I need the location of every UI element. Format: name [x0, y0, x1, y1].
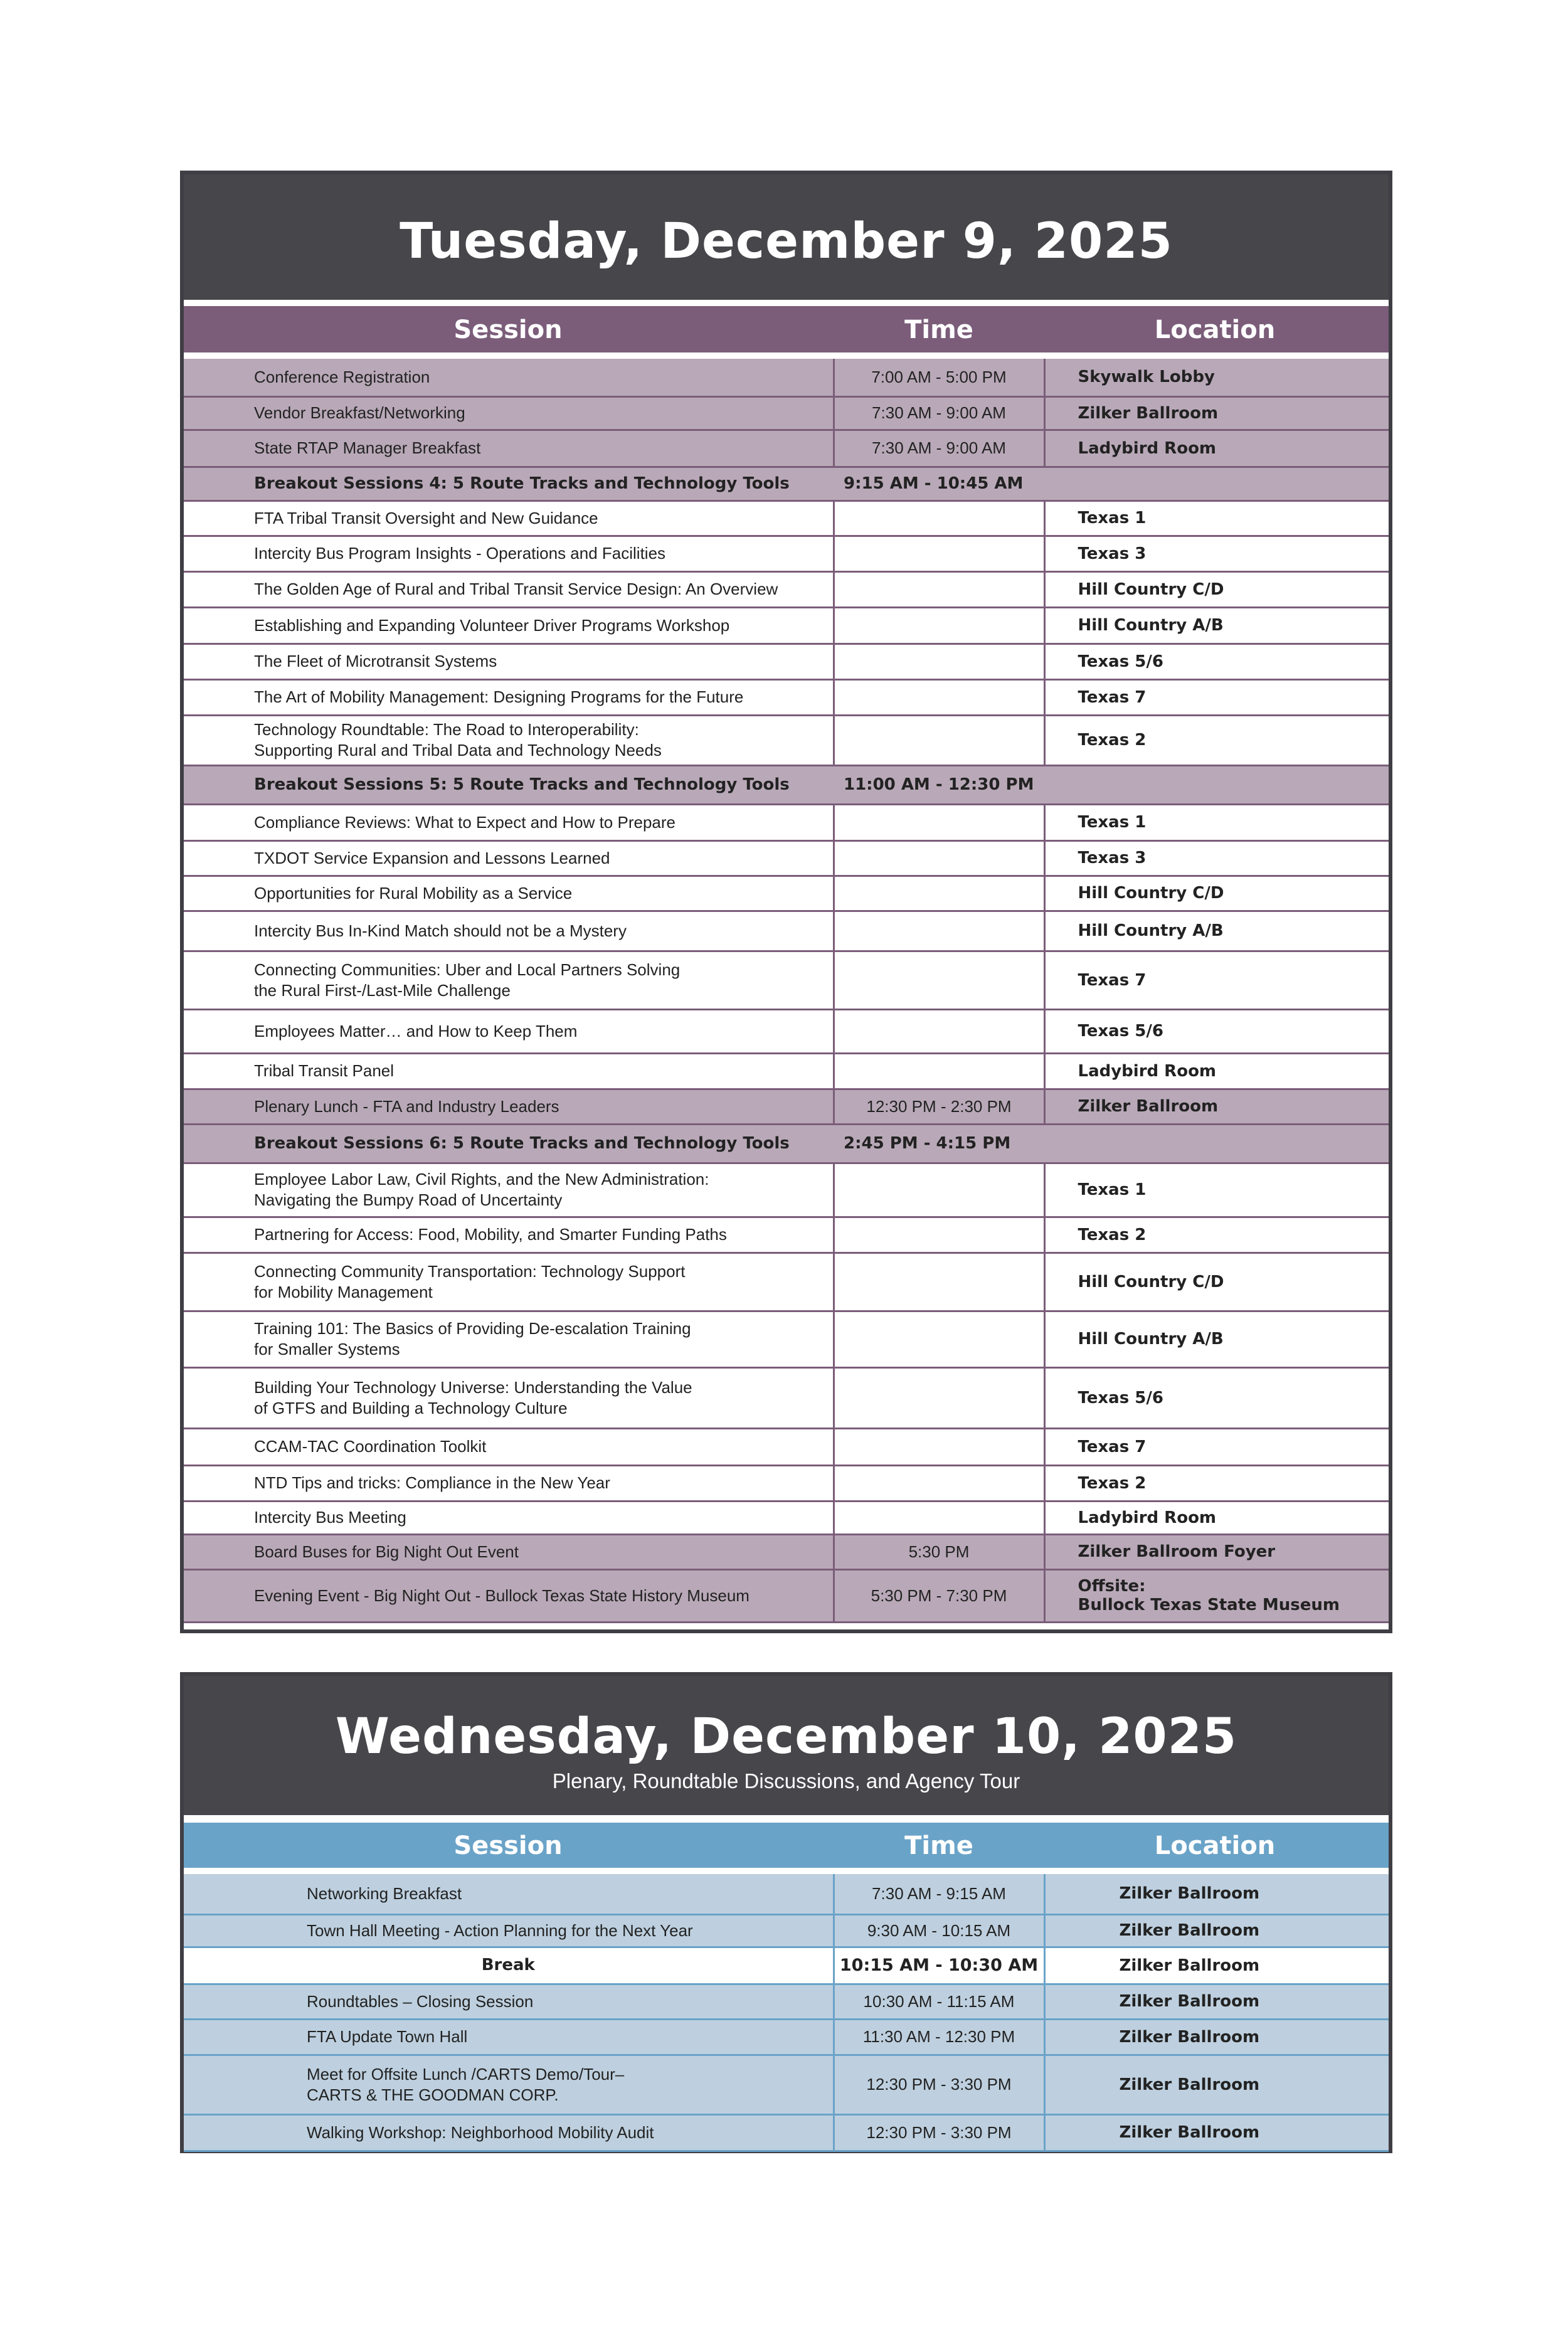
location-cell: Hill Country C/D: [1044, 876, 1389, 911]
location-cell: [1044, 467, 1389, 501]
location-line-1: Offsite:: [1078, 1577, 1146, 1596]
table-row: [184, 1914, 1389, 1947]
session-cell: Opportunities for Rural Mobility as a Service: [184, 876, 834, 911]
tuesday-title: Tuesday, December 9, 2025: [400, 213, 1173, 270]
session-line-1: Connecting Communities: Uber and Local Partners Solving: [254, 960, 681, 979]
table-row: [184, 2019, 1389, 2055]
time-cell: [834, 1428, 1044, 1465]
time-cell: [834, 1053, 1044, 1089]
column-time: Time: [904, 315, 973, 344]
time-cell: [834, 1465, 1044, 1501]
column-location: Location: [1154, 1831, 1276, 1860]
column-session: Session: [453, 1831, 563, 1860]
session-cell: Employees Matter… and How to Keep Them: [184, 1009, 834, 1053]
time-cell: [834, 715, 1044, 765]
location-cell: Texas 7: [1044, 679, 1389, 715]
session-cell: Conference Registration: [184, 359, 834, 396]
table-row: [184, 804, 1389, 840]
time-cell: [834, 571, 1044, 607]
wednesday-header: [184, 1676, 1389, 1815]
breakout-band: [184, 765, 1389, 804]
column-time: Time: [904, 1831, 973, 1860]
session-cell: The Art of Mobility Management: Designing Programs for the Future: [184, 679, 834, 715]
breakout-time: 9:15 AM - 10:45 AM: [834, 467, 1044, 501]
table-row: [184, 501, 1389, 536]
session-cell: Compliance Reviews: What to Expect and How to Prepare: [184, 804, 834, 840]
time-cell: [834, 876, 1044, 911]
table-row: [184, 1947, 1389, 1984]
table-row: [184, 1501, 1389, 1534]
location-cell: Zilker Ballroom: [1044, 1947, 1389, 1984]
table-row: [184, 536, 1389, 571]
table-row: [184, 607, 1389, 644]
time-cell: [834, 1501, 1044, 1534]
session-line-2: for Smaller Systems: [254, 1340, 400, 1359]
time-cell: 7:30 AM - 9:15 AM: [834, 1874, 1044, 1914]
session-cell: Networking Breakfast: [184, 1874, 834, 1914]
session-line-2: the Rural First-/Last-Mile Challenge: [254, 980, 511, 1000]
location-cell: Texas 3: [1044, 840, 1389, 876]
session-cell: FTA Update Town Hall: [184, 2019, 834, 2055]
location-cell: Zilker Ballroom: [1044, 2019, 1389, 2055]
session-cell: [184, 1163, 834, 1217]
session-cell: [184, 2055, 834, 2114]
session-cell: Walking Workshop: Neighborhood Mobility Audit: [184, 2114, 834, 2151]
breakout-title: Breakout Sessions 4: 5 Route Tracks and Technology Tools: [184, 467, 834, 501]
table-row: [184, 359, 1389, 396]
wednesday-table: [184, 1874, 1389, 2152]
location-cell: Hill Country C/D: [1044, 1253, 1389, 1311]
time-cell: [834, 1253, 1044, 1311]
time-cell: [834, 840, 1044, 876]
time-cell: 10:30 AM - 11:15 AM: [834, 1984, 1044, 2019]
time-cell: 12:30 PM - 3:30 PM: [834, 2114, 1044, 2151]
tuesday-header: [184, 174, 1389, 300]
breakout-band: [184, 1124, 1389, 1163]
time-cell: 7:00 AM - 5:00 PM: [834, 359, 1044, 396]
time-cell: 9:30 AM - 10:15 AM: [834, 1914, 1044, 1947]
location-cell: Texas 5/6: [1044, 644, 1389, 679]
location-cell: [1044, 1124, 1389, 1163]
session-cell: State RTAP Manager Breakfast: [184, 430, 834, 467]
time-cell: 7:30 AM - 9:00 AM: [834, 430, 1044, 467]
table-row: [184, 2055, 1389, 2114]
location-cell: Zilker Ballroom: [1044, 1874, 1389, 1914]
table-row: [184, 571, 1389, 607]
location-cell: Texas 2: [1044, 1465, 1389, 1501]
session-cell: Intercity Bus In-Kind Match should not be a Mystery: [184, 911, 834, 951]
table-row: [184, 1217, 1389, 1253]
table-row: [184, 951, 1389, 1009]
time-cell: [834, 1311, 1044, 1367]
table-row: [184, 1009, 1389, 1053]
table-row: [184, 1569, 1389, 1622]
time-cell: [834, 804, 1044, 840]
location-cell: Texas 5/6: [1044, 1367, 1389, 1428]
column-session: Session: [453, 315, 563, 344]
table-row: [184, 396, 1389, 430]
session-cell: The Golden Age of Rural and Tribal Transit Service Design: An Overview: [184, 571, 834, 607]
session-cell: The Fleet of Microtransit Systems: [184, 644, 834, 679]
location-cell: Zilker Ballroom: [1044, 1984, 1389, 2019]
time-cell: [834, 1163, 1044, 1217]
time-cell: 11:30 AM - 12:30 PM: [834, 2019, 1044, 2055]
table-row: [184, 1053, 1389, 1089]
location-cell: Texas 1: [1044, 1163, 1389, 1217]
table-row: [184, 1534, 1389, 1569]
location-cell: Ladybird Room: [1044, 1501, 1389, 1534]
location-cell: Hill Country A/B: [1044, 1311, 1389, 1367]
time-cell: [834, 536, 1044, 571]
session-cell: Tribal Transit Panel: [184, 1053, 834, 1089]
location-cell: Texas 7: [1044, 951, 1389, 1009]
session-cell: Roundtables – Closing Session: [184, 1984, 834, 2019]
time-cell: [834, 1217, 1044, 1253]
location-cell: Skywalk Lobby: [1044, 359, 1389, 396]
time-cell: [834, 1009, 1044, 1053]
wednesday-subtitle: Plenary, Roundtable Discussions, and Agency Tour: [552, 1769, 1020, 1793]
session-line-1: Employee Labor Law, Civil Rights, and the New Administration:: [254, 1170, 709, 1189]
table-row: [184, 679, 1389, 715]
session-line-2: Navigating the Bumpy Road of Uncertainty: [254, 1190, 563, 1209]
table-row: [184, 1311, 1389, 1367]
session-line-1: Training 101: The Basics of Providing De-escalation Training: [254, 1319, 691, 1338]
session-cell: [184, 715, 834, 765]
session-cell: [184, 1311, 834, 1367]
session-cell: [184, 951, 834, 1009]
location-cell: Zilker Ballroom: [1044, 396, 1389, 430]
table-row: [184, 1874, 1389, 1914]
table-row: [184, 1163, 1389, 1217]
session-cell: [184, 1367, 834, 1428]
location-cell: Texas 5/6: [1044, 1009, 1389, 1053]
session-line-1: Technology Roundtable: The Road to Interoperability:: [254, 720, 639, 739]
time-cell: 12:30 PM - 2:30 PM: [834, 1089, 1044, 1124]
session-cell: CCAM-TAC Coordination Toolkit: [184, 1428, 834, 1465]
breakout-time: 2:45 PM - 4:15 PM: [834, 1124, 1044, 1163]
time-cell: [834, 679, 1044, 715]
location-cell: Texas 1: [1044, 501, 1389, 536]
session-cell: NTD Tips and tricks: Compliance in the New Year: [184, 1465, 834, 1501]
session-cell: Intercity Bus Meeting: [184, 1501, 834, 1534]
table-row: [184, 644, 1389, 679]
location-cell: [1044, 765, 1389, 804]
time-cell: 12:30 PM - 3:30 PM: [834, 2055, 1044, 2114]
location-cell: Zilker Ballroom: [1044, 1089, 1389, 1124]
time-cell: [834, 1367, 1044, 1428]
location-cell: Texas 7: [1044, 1428, 1389, 1465]
location-cell: Texas 2: [1044, 1217, 1389, 1253]
session-cell: Plenary Lunch - FTA and Industry Leaders: [184, 1089, 834, 1124]
table-row: [184, 1428, 1389, 1465]
location-cell: Zilker Ballroom: [1044, 2114, 1389, 2151]
session-cell: Establishing and Expanding Volunteer Driver Programs Workshop: [184, 607, 834, 644]
session-cell: [184, 1253, 834, 1311]
location-cell: Hill Country C/D: [1044, 571, 1389, 607]
session-cell: Vendor Breakfast/Networking: [184, 396, 834, 430]
session-cell: Break: [184, 1947, 834, 1984]
table-row: [184, 2114, 1389, 2151]
session-line-1: Building Your Technology Universe: Understanding the Value: [254, 1377, 692, 1397]
location-line-2: Bullock Texas State Museum: [1078, 1596, 1340, 1614]
session-line-1: Meet for Offsite Lunch /CARTS Demo/Tour–: [307, 2064, 625, 2084]
time-cell: 10:15 AM - 10:30 AM: [834, 1947, 1044, 1984]
table-row: [184, 1089, 1389, 1124]
location-cell: Texas 3: [1044, 536, 1389, 571]
breakout-time: 11:00 AM - 12:30 PM: [834, 765, 1044, 804]
session-line-2: CARTS & THE GOODMAN CORP.: [307, 2085, 559, 2104]
time-cell: 7:30 AM - 9:00 AM: [834, 396, 1044, 430]
time-cell: [834, 644, 1044, 679]
table-row: [184, 1253, 1389, 1311]
location-cell: Ladybird Room: [1044, 1053, 1389, 1089]
session-cell: FTA Tribal Transit Oversight and New Guidance: [184, 501, 834, 536]
time-cell: [834, 911, 1044, 951]
location-cell: Texas 1: [1044, 804, 1389, 840]
session-cell: Evening Event - Big Night Out - Bullock Texas State History Museum: [184, 1569, 834, 1622]
location-cell: Hill Country A/B: [1044, 911, 1389, 951]
breakout-band: [184, 467, 1389, 501]
session-cell: Town Hall Meeting - Action Planning for the Next Year: [184, 1914, 834, 1947]
location-cell: Ladybird Room: [1044, 430, 1389, 467]
table-row: [184, 715, 1389, 765]
session-cell: Partnering for Access: Food, Mobility, and Smarter Funding Paths: [184, 1217, 834, 1253]
table-row: [184, 876, 1389, 911]
tuesday-column-header: [184, 306, 1389, 352]
table-row: [184, 1367, 1389, 1428]
column-location: Location: [1154, 315, 1276, 344]
time-cell: 5:30 PM - 7:30 PM: [834, 1569, 1044, 1622]
location-cell: Hill Country A/B: [1044, 607, 1389, 644]
wednesday-schedule: [180, 1672, 1392, 2153]
table-row: [184, 430, 1389, 467]
breakout-title: Breakout Sessions 5: 5 Route Tracks and Technology Tools: [184, 765, 834, 804]
tuesday-table: [184, 359, 1389, 1623]
table-row: [184, 1984, 1389, 2019]
wednesday-column-header: [184, 1823, 1389, 1868]
table-row: [184, 840, 1389, 876]
session-line-2: Supporting Rural and Tribal Data and Technology Needs: [254, 741, 662, 760]
wednesday-title: Wednesday, December 10, 2025: [335, 1708, 1237, 1765]
time-cell: [834, 501, 1044, 536]
location-cell: Texas 2: [1044, 715, 1389, 765]
location-cell: [1044, 1569, 1389, 1622]
session-cell: Intercity Bus Program Insights - Operations and Facilities: [184, 536, 834, 571]
table-row: [184, 1465, 1389, 1501]
session-cell: Board Buses for Big Night Out Event: [184, 1534, 834, 1569]
tuesday-schedule: [180, 171, 1392, 1633]
table-row: [184, 911, 1389, 951]
time-cell: [834, 951, 1044, 1009]
time-cell: 5:30 PM: [834, 1534, 1044, 1569]
breakout-title: Breakout Sessions 6: 5 Route Tracks and Technology Tools: [184, 1124, 834, 1163]
location-cell: Zilker Ballroom Foyer: [1044, 1534, 1389, 1569]
time-cell: [834, 607, 1044, 644]
session-line-2: of GTFS and Building a Technology Culture: [254, 1398, 568, 1417]
session-cell: TXDOT Service Expansion and Lessons Learned: [184, 840, 834, 876]
session-line-2: for Mobility Management: [254, 1282, 433, 1301]
location-cell: Zilker Ballroom: [1044, 2055, 1389, 2114]
location-cell: Zilker Ballroom: [1044, 1914, 1389, 1947]
session-line-1: Connecting Community Transportation: Technology Support: [254, 1261, 686, 1281]
